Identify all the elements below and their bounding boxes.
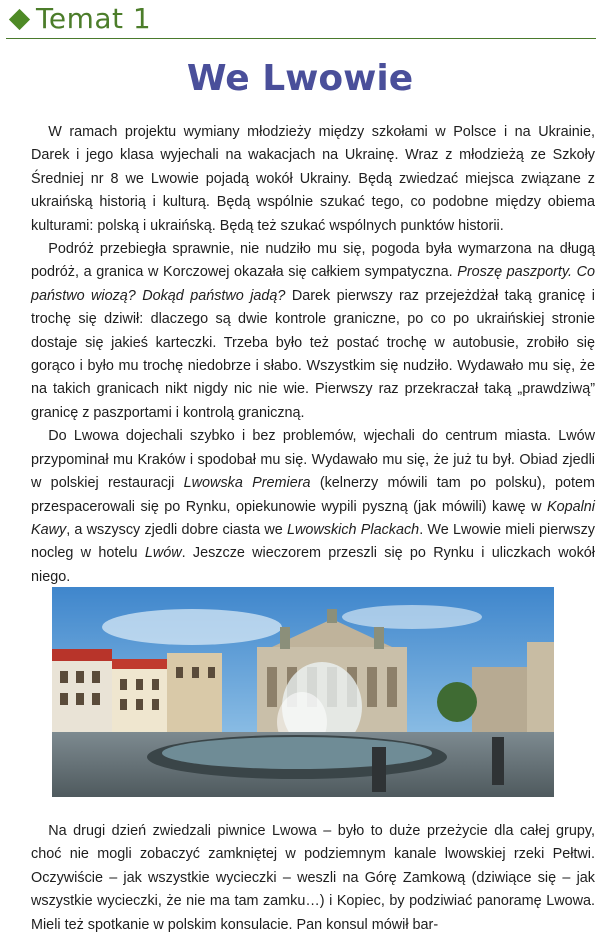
paragraph-2-text: Podróż przebiegła sprawnie, nie nudziło mu się, pogoda była wymarzona na długą podróż, a granica w Korczowej okazała się całkiem sympatyczna. — [31, 241, 595, 281]
article-body — [31, 121, 595, 589]
restaurant-name: Lwowska Premiera — [183, 475, 311, 492]
section-header — [6, 2, 596, 39]
section-label: Temat 1 — [36, 2, 152, 35]
paragraph-2 — [31, 238, 595, 425]
diamond-bullet-icon — [9, 9, 30, 30]
paragraph-3-text: Do Lwowa dojechali szybko i bez problemów, wjechali do centrum miasta. Lwów przypominał mu Kraków i spodobał mu się. Wydawało mu się, że już tu był. Obiad zjedli w polskiej restauracji — [31, 428, 595, 492]
paragraph-3-text-5: . Jeszcze wieczorem przeszli się po Rynku i uliczkach wokół niego. — [31, 545, 595, 585]
hotel-name: Lwów — [144, 545, 182, 562]
paragraph-2-text-2: Darek pierwszy raz przejeżdżał taką granicę i trochę się dziwił: dlaczego są dwie kontrole graniczne, po co po ukraińskiej stronie dostaje się jakieś karteczki. Trzeba było też postać trochę w autobusie, zrobiło się gorąco i było mu trochę niedobrze i słabo. Wszystkim się nudziło. Wydawało mu się, że na takich granicach nikt nigdy nic nie wie. Pierwszy raz przekraczał taką „prawdziwą” granicę z paszportami i kontrolą graniczną. — [31, 287, 595, 421]
article-body-continued — [31, 820, 595, 937]
paragraph-2-quote: Proszę paszporty. Co państwo wiozą? Dokąd państwo jadą? — [31, 264, 596, 304]
paragraph-4: Na drugi dzień zwiedzali piwnice Lwowa – było to duże przeżycie dla całej grupy, choć nie mogli zobaczyć zamkniętej w podziemnym kanale lwowskiej rzeki Pełtwi. Oczywiście – jak wszystkie wycieczki – weszli na Górę Zamkową (dziwiące się – jak wszystkie wycieczki, że nie ma tam zamku…) i Kopiec, by podziwiać panoramę Lwowa. Mieli też spotkanie w polskim konsulacie. Pan konsul mówił bar- — [31, 823, 595, 933]
cafe-name: Kopalni Kawy — [31, 498, 595, 538]
lviv-opera-photo — [52, 587, 554, 797]
paragraph-3 — [31, 425, 595, 589]
paragraph-1: W ramach projektu wymiany młodzieży między szkołami w Polsce i na Ukrainie, Darek i jego klasa wyjechali na wakacjach na Ukrainę. Wraz z młodzieżą ze Szkoły Średniej nr 8 we Lwowie pojadą wokół Ukrainy. Będą zwiedzać miejsca związane z ukraińską historią i kulturą. Będą wspólnie szukać tego, co podobne między obiema kulturami: polską i ukraińską. Będą też szukać wspólnych punktów historii. — [31, 124, 595, 234]
page-title: We Lwowie — [186, 58, 414, 99]
paragraph-3-text-3: , a wszyscy zjedli dobre ciasta we — [66, 521, 283, 538]
paragraph-3-text-2: (kelnerzy mówili tam po polsku), potem przespacerowali się po Rynku, opiekunowie wypili pyszną (jak mówili) kawę w — [31, 475, 596, 515]
paragraph-3-text-4: . We Lwowie mieli pierwszy nocleg w hotelu — [31, 521, 595, 562]
bakery-name: Lwowskich Plackach — [286, 521, 420, 538]
